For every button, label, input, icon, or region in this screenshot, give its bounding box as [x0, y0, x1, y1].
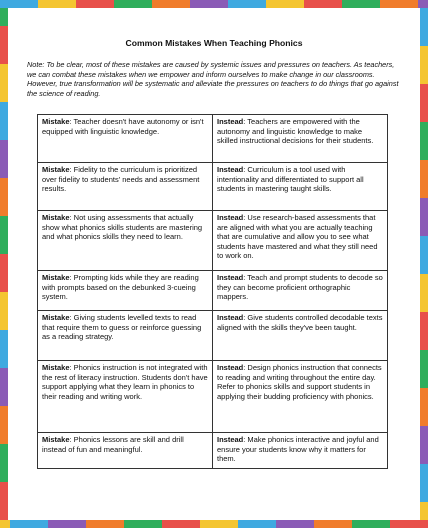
border-segment	[266, 0, 304, 8]
mistake-cell	[38, 361, 213, 433]
border-segment	[420, 502, 428, 520]
instead-cell-text: : Make phonics interactive and joyful and ensure your students know why it matters for them.	[217, 435, 379, 464]
table-row	[38, 311, 388, 361]
mistake-cell-text: : Giving students levelled texts to read that require them to guess or reinforce guessing as a reading strategy.	[42, 313, 202, 342]
border-segment	[420, 160, 428, 198]
mistake-cell-text: : Fidelity to the curriculum is prioritized over fidelity to students' needs and assessment results.	[42, 165, 200, 194]
border-segment	[420, 350, 428, 388]
border-segment	[0, 330, 8, 368]
instead-cell-text: : Teach and prompt students to decode so they can become proficient orthographic mappers.	[217, 273, 383, 302]
instead-cell	[213, 433, 388, 469]
border-segment	[0, 292, 8, 330]
instead-cell	[213, 115, 388, 163]
instead-cell-text: : Teachers are empowered with the autonomy and linguistic knowledge to make skilled instructional decisions for their students.	[217, 117, 374, 146]
border-segment	[0, 254, 8, 292]
border-segment	[228, 0, 266, 8]
border-segment	[420, 236, 428, 274]
border-segment	[420, 122, 428, 160]
table-row	[38, 211, 388, 271]
border-segment	[420, 8, 428, 46]
border-segment	[0, 444, 8, 482]
border-segment	[342, 0, 380, 8]
instead-cell	[213, 211, 388, 271]
mistake-cell-label: Mistake	[42, 313, 70, 322]
instead-cell	[213, 311, 388, 361]
mistake-cell-text: : Not using assessments that actually show what phonics skills students are mastering and what phonics skills they need to learn.	[42, 213, 203, 242]
border-segment	[0, 406, 8, 444]
border-segment	[380, 0, 418, 8]
border-segment	[276, 520, 314, 528]
mistake-cell-label: Mistake	[42, 273, 70, 282]
table-row	[38, 361, 388, 433]
table-row	[38, 163, 388, 211]
mistake-cell-text: : Phonics lessons are skill and drill instead of fun and meaningful.	[42, 435, 184, 454]
mistake-cell-label: Mistake	[42, 117, 70, 126]
document-page	[23, 24, 405, 506]
mistake-cell	[38, 163, 213, 211]
border-segment	[314, 520, 352, 528]
mistake-cell	[38, 115, 213, 163]
border-segment	[0, 0, 38, 8]
intro-note: Note: To be clear, most of these mistakes are caused by systemic issues and pressures on teachers. As teachers, we can combat these mistakes when we empower and inform ourselves to make change in our classrooms. However, true transformation will be systematic and alleviate the pressures on teachers to do things that go against the science of reading.	[27, 60, 399, 98]
mistake-cell-label: Mistake	[42, 435, 70, 444]
border-segment	[420, 388, 428, 426]
border-segment	[0, 102, 8, 140]
border-segment	[420, 46, 428, 84]
instead-cell	[213, 271, 388, 311]
page-title: Common Mistakes When Teaching Phonics	[125, 38, 303, 48]
table-row	[38, 433, 388, 469]
border-segment	[152, 0, 190, 8]
mistake-cell-text: : Teacher doesn't have autonomy or isn't equipped with linguistic knowledge.	[42, 117, 204, 136]
border-segment	[162, 520, 200, 528]
instead-cell-text: : Curriculum is a tool used with intentionality and differentiated to support all students in mastering taught skills.	[217, 165, 364, 194]
border-segment	[304, 0, 342, 8]
instead-cell-label: Instead	[217, 273, 244, 282]
instead-cell	[213, 163, 388, 211]
border-segment	[0, 64, 8, 102]
instead-cell-text: : Use research-based assessments that are aligned with what you are actually teaching that are cumulative and allow you to see what students have mastered and what they still need to work on.	[217, 213, 378, 261]
instead-cell-text: : Give students controlled decodable texts aligned with the skills they've been taught.	[217, 313, 383, 332]
border-segment	[10, 520, 48, 528]
border-segment	[390, 520, 428, 528]
instead-cell-label: Instead	[217, 213, 244, 222]
border-segment	[418, 0, 428, 8]
border-segment	[200, 520, 238, 528]
instead-cell-label: Instead	[217, 435, 244, 444]
instead-cell	[213, 361, 388, 433]
border-segment	[420, 274, 428, 312]
border-segment	[420, 312, 428, 350]
instead-cell-label: Instead	[217, 313, 244, 322]
table-row	[38, 115, 388, 163]
border-segment	[38, 0, 76, 8]
border-segment	[124, 520, 162, 528]
instead-cell-text: : Design phonics instruction that connects to reading and writing throughout the entire day. Refer to phonics skills and support students in applying their budding proficiency with phonics.	[217, 363, 382, 401]
border-segment	[190, 0, 228, 8]
border-segment	[238, 520, 276, 528]
border-segment	[0, 178, 8, 216]
mistake-cell-label: Mistake	[42, 165, 70, 174]
border-segment	[420, 426, 428, 464]
mistake-cell-label: Mistake	[42, 213, 70, 222]
mistake-cell-text: : Phonics instruction is not integrated with the rest of literacy instruction. Students don't have support applying what they learn in phonics to their reading and writing work.	[42, 363, 208, 401]
border-segment	[0, 26, 8, 64]
mistake-cell	[38, 311, 213, 361]
border-segment	[0, 216, 8, 254]
table-row	[38, 271, 388, 311]
border-segment	[86, 520, 124, 528]
border-segment	[420, 464, 428, 502]
instead-cell-label: Instead	[217, 363, 244, 372]
instead-cell-label: Instead	[217, 117, 244, 126]
mistake-cell	[38, 433, 213, 469]
border-segment	[114, 0, 152, 8]
mistake-cell	[38, 211, 213, 271]
border-segment	[0, 482, 8, 520]
border-segment	[0, 368, 8, 406]
border-segment	[420, 84, 428, 122]
border-segment	[48, 520, 86, 528]
border-segment	[0, 140, 8, 178]
mistake-cell-text: : Prompting kids while they are reading with prompts based on the debunked 3-cueing system.	[42, 273, 199, 302]
border-segment	[76, 0, 114, 8]
mistake-cell-label: Mistake	[42, 363, 70, 372]
mistake-cell	[38, 271, 213, 311]
border-segment	[420, 198, 428, 236]
border-segment	[0, 520, 10, 528]
mistakes-table	[37, 114, 388, 469]
border-segment	[352, 520, 390, 528]
instead-cell-label: Instead	[217, 165, 244, 174]
border-segment	[0, 8, 8, 26]
